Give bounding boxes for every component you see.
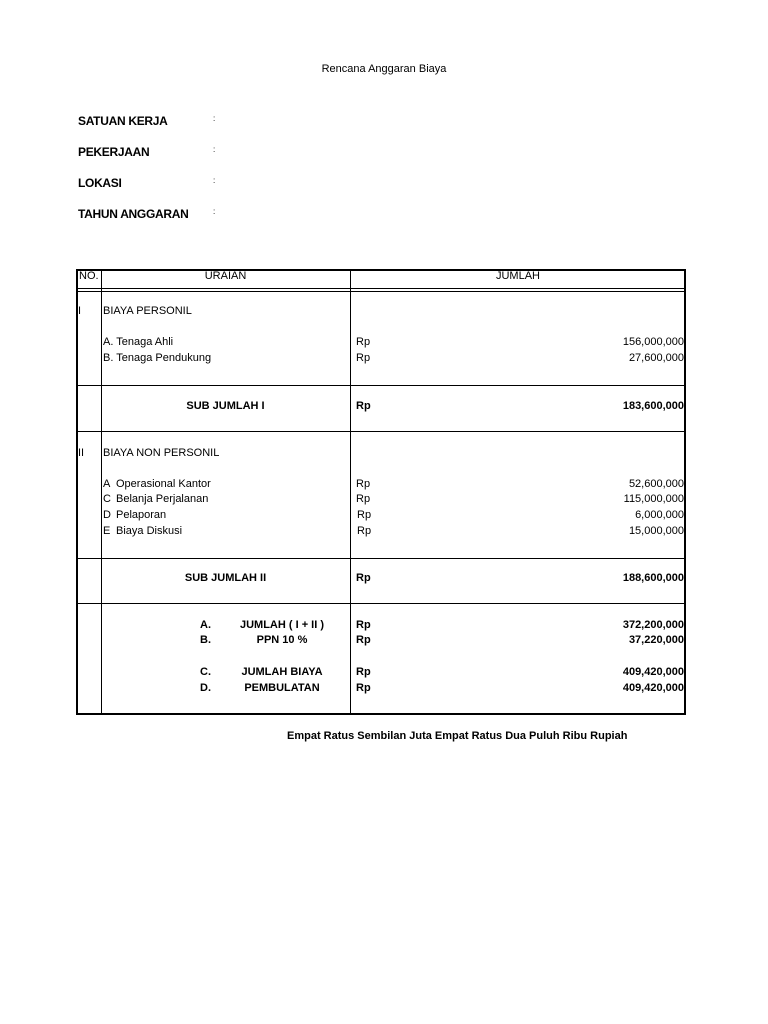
line-item-amount: 27,600,000 <box>628 352 684 364</box>
field-label-satuan-kerja: SATUAN KERJA <box>78 114 168 128</box>
field-colon: : <box>213 114 216 123</box>
line-item-code: C <box>103 493 111 505</box>
line-item-amount: 156,000,000 <box>622 336 684 348</box>
table-row-divider <box>77 385 685 386</box>
currency-label: Rp <box>356 493 371 505</box>
currency-label: Rp <box>357 525 372 537</box>
subtotal-label: SUB JUMLAH I <box>186 400 265 412</box>
currency-label: Rp <box>356 478 371 490</box>
table-row-divider <box>77 431 685 432</box>
col-header-jumlah: JUMLAH <box>495 270 540 282</box>
line-item-amount: 52,600,000 <box>628 478 684 490</box>
total-code: A. <box>200 619 211 631</box>
field-label-pekerjaan: PEKERJAAN <box>78 145 150 159</box>
currency-label: Rp <box>356 634 371 646</box>
col-header-uraian: URAIAN <box>204 270 247 282</box>
total-amount: 37,220,000 <box>628 634 684 646</box>
total-label: PPN 10 % <box>256 634 308 646</box>
line-item-label: Operasional Kantor <box>116 478 211 490</box>
total-label: PEMBULATAN <box>244 682 320 694</box>
line-item-amount: 6,000,000 <box>635 509 684 521</box>
field-colon: : <box>213 145 216 154</box>
amount-in-words: Empat Ratus Sembilan Juta Empat Ratus Dua Puluh Ribu Rupiah <box>287 730 628 742</box>
col-header-no: NO. <box>79 270 99 282</box>
total-code: D. <box>200 682 211 694</box>
table-row-divider <box>77 558 685 559</box>
currency-label: Rp <box>356 619 371 631</box>
line-item-code: D <box>103 509 111 521</box>
line-item-amount: 15,000,000 <box>628 525 684 537</box>
table-row-divider <box>77 603 685 604</box>
document-title: Rencana Anggaran Biaya <box>321 63 447 75</box>
currency-label: Rp <box>356 572 371 584</box>
subtotal-amount: 188,600,000 <box>622 572 684 584</box>
table-col-divider <box>101 270 102 714</box>
section-title: BIAYA PERSONIL <box>103 305 192 317</box>
section-title: BIAYA NON PERSONIL <box>103 447 220 459</box>
line-item-code: A <box>103 478 111 490</box>
total-amount: 372,200,000 <box>622 619 684 631</box>
table-row-divider <box>77 291 685 292</box>
line-item-label: Pelaporan <box>116 509 167 521</box>
total-code: C. <box>200 666 211 678</box>
currency-label: Rp <box>356 400 371 412</box>
field-colon: : <box>213 176 216 185</box>
total-amount: 409,420,000 <box>622 666 684 678</box>
subtotal-amount: 183,600,000 <box>622 400 684 412</box>
total-label: JUMLAH ( I + II ) <box>239 619 325 631</box>
line-item-label: B. Tenaga Pendukung <box>103 352 212 364</box>
section-number: II <box>78 447 85 459</box>
field-label-tahun-anggaran: TAHUN ANGGARAN <box>78 207 189 221</box>
currency-label: Rp <box>357 509 372 521</box>
total-amount: 409,420,000 <box>622 682 684 694</box>
currency-label: Rp <box>356 682 371 694</box>
subtotal-label: SUB JUMLAH II <box>184 572 267 584</box>
section-number: I <box>78 305 82 317</box>
currency-label: Rp <box>356 352 371 364</box>
field-label-lokasi: LOKASI <box>78 176 122 190</box>
currency-label: Rp <box>356 336 371 348</box>
line-item-label: Belanja Perjalanan <box>116 493 209 505</box>
currency-label: Rp <box>356 666 371 678</box>
table-row-divider <box>77 288 685 289</box>
total-code: B. <box>200 634 211 646</box>
total-label: JUMLAH BIAYA <box>241 666 323 678</box>
line-item-amount: 115,000,000 <box>623 493 684 505</box>
line-item-label: Biaya Diskusi <box>116 525 183 537</box>
line-item-label: A. Tenaga Ahli <box>103 336 174 348</box>
field-colon: : <box>213 207 216 216</box>
line-item-code: E <box>103 525 111 537</box>
table-col-divider <box>350 270 351 714</box>
